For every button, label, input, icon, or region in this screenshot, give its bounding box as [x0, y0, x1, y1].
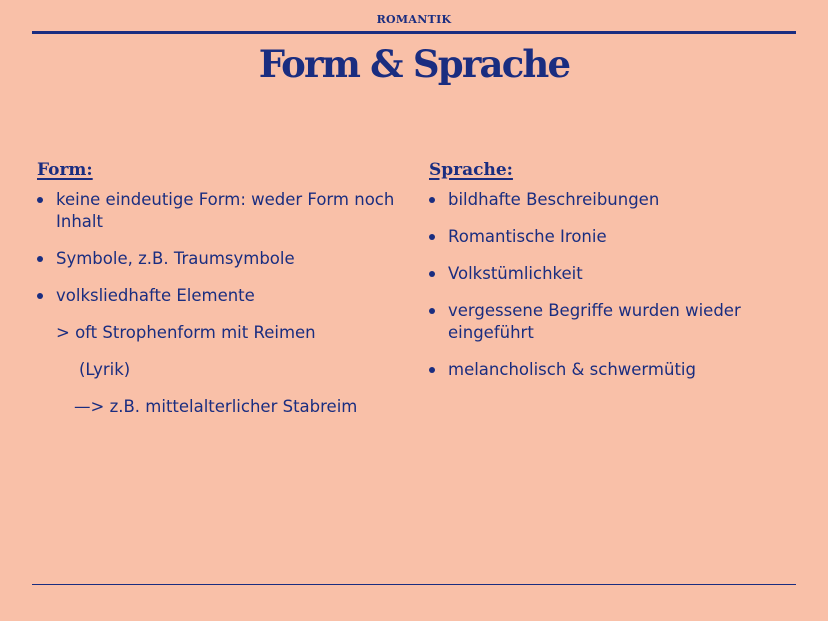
form-bullet-item: [37, 248, 397, 270]
form-sub-line: —> z.B. mittelalterlicher Stabreim: [74, 397, 358, 416]
form-heading: Form:: [37, 160, 93, 180]
form-bullet-item: [37, 189, 397, 233]
form-bullet-text: keine eindeutige Form: weder Form noch Inhalt: [56, 190, 395, 231]
bullet-dot-icon: [37, 256, 43, 262]
sprache-bullet-item: [429, 189, 799, 211]
bullet-dot-icon: [429, 308, 435, 314]
top-divider: [32, 31, 796, 34]
form-bullet-text: Symbole, z.B. Traumsymbole: [56, 249, 295, 268]
bullet-dot-icon: [429, 197, 435, 203]
sprache-bullet-text: Volkstümlichkeit: [448, 264, 583, 283]
sprache-heading: Sprache:: [429, 160, 513, 180]
bullet-dot-icon: [429, 367, 435, 373]
sprache-bullet-item: [429, 359, 799, 381]
form-bullet-item: [37, 285, 397, 307]
sprache-bullet-text: Romantische Ironie: [448, 227, 607, 246]
form-bullet-text: volksliedhafte Elemente: [56, 286, 255, 305]
sprache-bullet-text: melancholisch & schwermütig: [448, 360, 696, 379]
bottom-divider: [32, 584, 796, 585]
sprache-bullet-item: [429, 226, 799, 248]
form-column: [37, 160, 397, 433]
section-kicker: ROMANTIK: [376, 13, 452, 26]
form-sub-line: (Lyrik): [79, 360, 131, 379]
bullet-dot-icon: [37, 197, 43, 203]
sprache-bullet-text: vergessene Begriffe wurden wieder eingeführt: [448, 301, 741, 342]
bullet-dot-icon: [37, 293, 43, 299]
bullet-dot-icon: [429, 234, 435, 240]
sprache-bullet-text: bildhafte Beschreibungen: [448, 190, 660, 209]
sprache-bullet-item: [429, 263, 799, 285]
bullet-dot-icon: [429, 271, 435, 277]
sprache-column: [429, 160, 799, 396]
form-sub-line: > oft Strophenform mit Reimen: [56, 323, 316, 342]
sprache-bullet-item: [429, 300, 799, 344]
page-title: Form & Sprache: [258, 42, 570, 86]
